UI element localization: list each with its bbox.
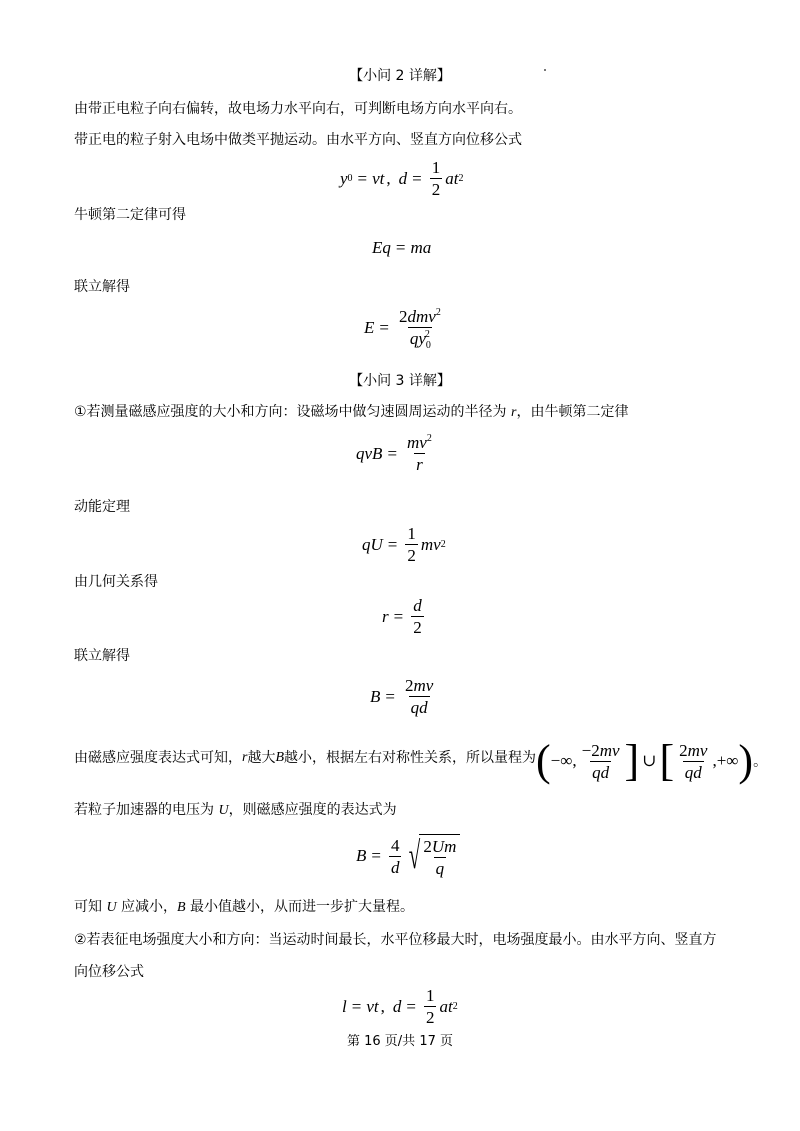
q3-paragraph-4: 联立解得 bbox=[74, 648, 130, 664]
q2-paragraph-2: 带正电的粒子射入电场中做类平抛运动。由水平方向、竖直方向位移公式 bbox=[74, 132, 522, 148]
q3-paragraph-2: 动能定理 bbox=[74, 499, 130, 515]
page-footer: 第 16 页/共 17 页 bbox=[347, 1034, 453, 1049]
equation-newton-2nd-law: Eq = ma bbox=[372, 238, 432, 257]
q2-paragraph-1: 由带正电粒子向右偏转，故电场力水平向右，可判断电场方向水平向右。 bbox=[74, 101, 522, 117]
q3-paragraph-5: 由磁感应强度表达式可知， r 越大 B 越小，根据左右对称性关系，所以量程为 bbox=[74, 750, 537, 766]
equation-displacement-2: l = vt , d = $\frac{1}{2}$ at 2 bbox=[342, 986, 458, 1027]
q3-paragraph-8: ②若表征电场强度大小和方向：当运动时间最长，水平位移最大时，电场强度最小。由水平方向、竖直方 bbox=[74, 932, 717, 948]
q3-heading: 【小问 3 详解】 bbox=[349, 373, 451, 389]
q3-paragraph-3: 由几何关系得 bbox=[74, 574, 158, 590]
q2-paragraph-4: 联立解得 bbox=[74, 279, 130, 295]
q3-paragraph-6: 若粒子加速器的电压为 U，则磁感应强度的表达式为 bbox=[74, 802, 397, 818]
equation-magnetic-field: B = $\frac{2mv}{qd}$ bbox=[370, 676, 434, 717]
equation-radius: r = $\frac{d}{2}$ bbox=[382, 596, 422, 637]
q2-heading: 【小问 2 详解】 bbox=[349, 68, 451, 84]
q3-paragraph-9: 向位移公式 bbox=[74, 964, 144, 980]
equation-magnetic-field-voltage: B = $\frac{4}{d}$ √ $\frac{2Um}{q}$ bbox=[356, 834, 460, 878]
q3-paragraph-7: 可知 U 应减小，B 最小值越小，从而进一步扩大量程。 bbox=[74, 899, 415, 915]
equation-kinetic-energy: qU = $\frac{1}{2}$ mv 2 bbox=[362, 524, 446, 565]
equation-electric-field: E = $\frac{2dmv^2}{qy_0^2}$ bbox=[364, 307, 441, 351]
q2-paragraph-3: 牛顿第二定律可得 bbox=[74, 207, 186, 223]
q3-paragraph-1: ①若测量磁感应强度的大小和方向：设磁场中做匀速圆周运动的半径为 r，由牛顿第二定律 bbox=[74, 404, 629, 420]
equation-lorentz-force: qvB = $\frac{mv^2}{r}$ bbox=[356, 433, 432, 474]
equation-measurement-range: ( −∞, $\frac{-2mv}{qd}$ ] ∪ [ $\frac{2mv}{qd}$ ,+∞ ) 。 bbox=[536, 736, 768, 785]
equation-displacement-1: y 0 = vt , d = $\frac{1}{2}$ at 2 bbox=[340, 158, 464, 199]
